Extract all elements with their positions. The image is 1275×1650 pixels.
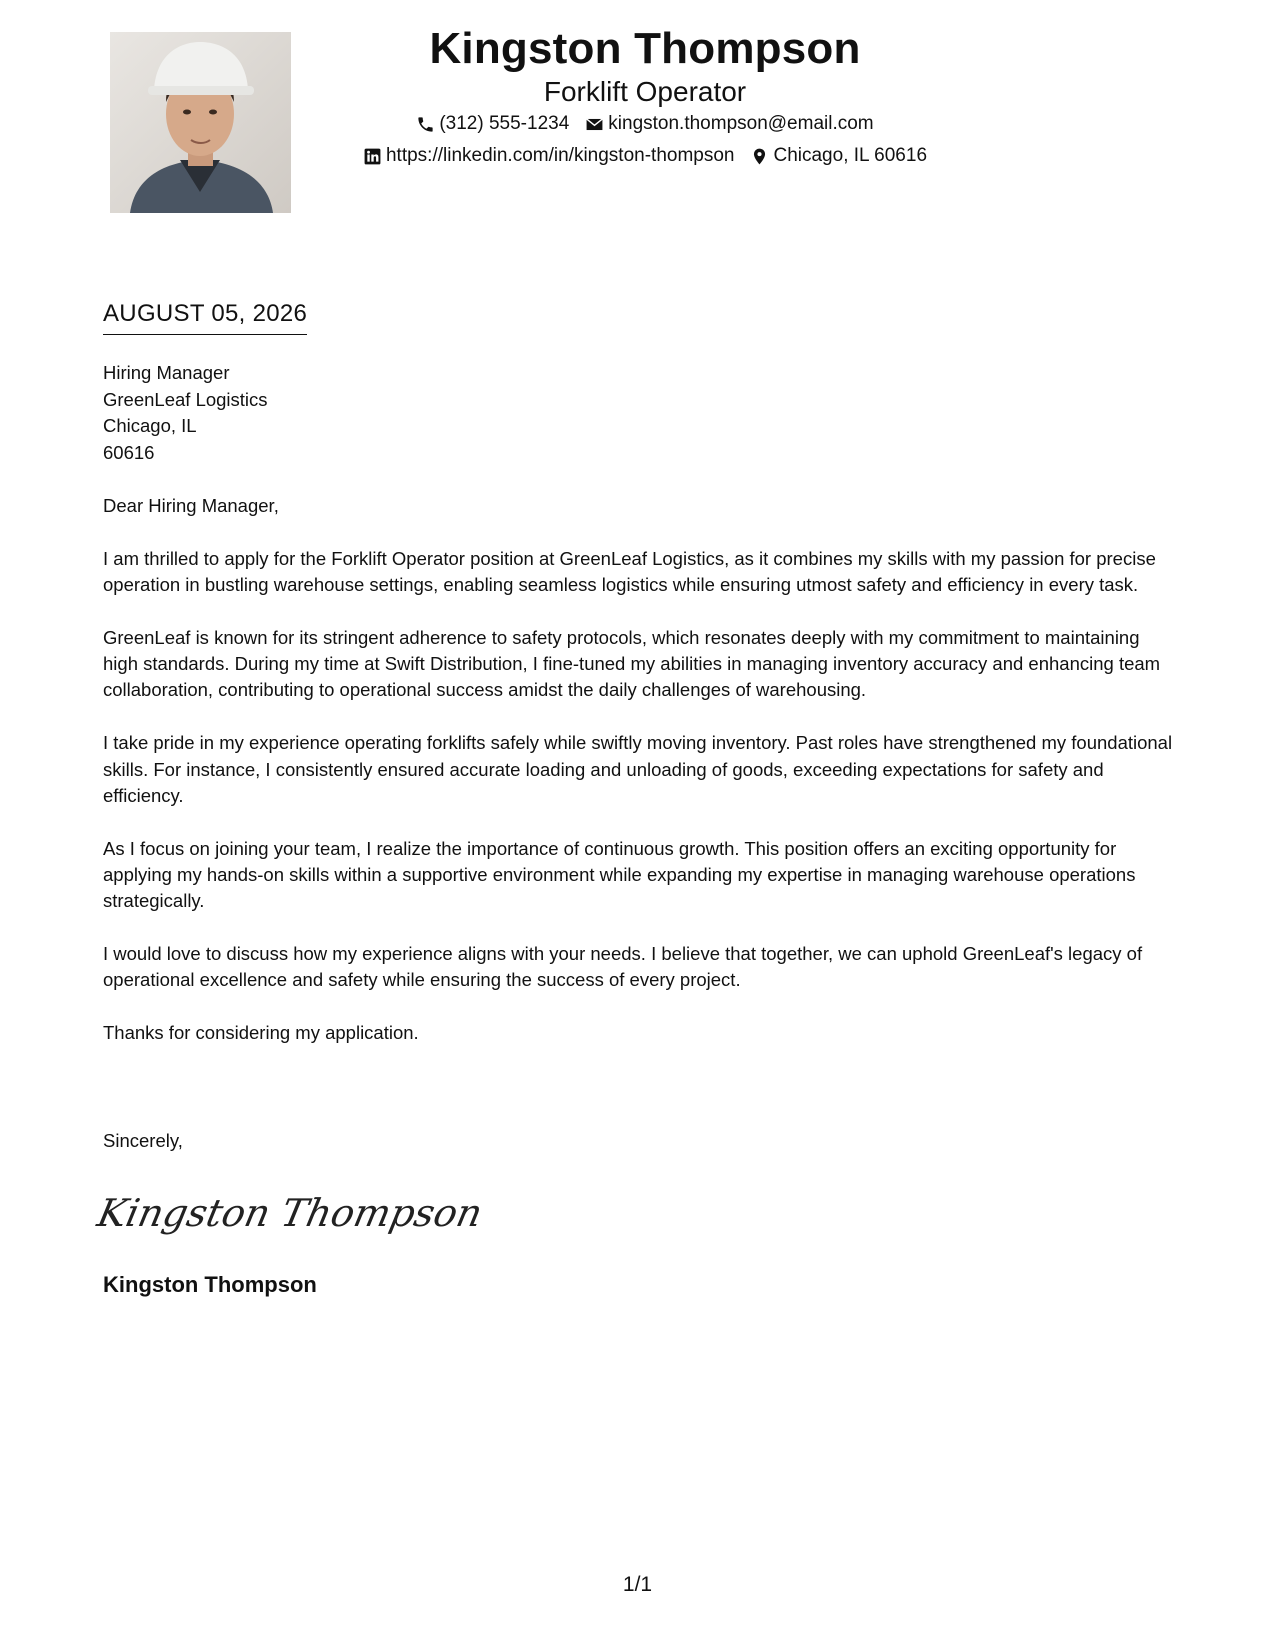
signature-text: Kingston Thompson: [93, 1191, 487, 1236]
email-contact[interactable]: [585, 108, 873, 140]
recipient-line: 60616: [103, 441, 155, 463]
applicant-title: Forklift Operator: [543, 76, 747, 107]
recipient-line: GreenLeaf Logistics: [103, 388, 268, 410]
page-number: 1/1: [622, 1573, 653, 1596]
contact-row-primary: [330, 108, 960, 140]
letter-body: [103, 493, 1178, 1073]
thanks-line: Thanks for considering my application.: [103, 1022, 419, 1044]
recipient-block: [103, 360, 268, 466]
body-paragraph: I would love to discuss how my experience aligns with your needs. I believe that together, we can uphold GreenLeaf's legacy of operational excellence and safety while ensuring the success of every project.: [103, 943, 1143, 991]
recipient-line: Hiring Manager: [103, 362, 230, 383]
map-pin-icon: [750, 147, 769, 166]
letter-date: AUGUST 05, 2026: [103, 300, 307, 335]
body-paragraph: As I focus on joining your team, I realize the importance of continuous growth. This position offers an exciting opportunity for applying my hands-on skills within a supportive environment while expanding my expertise in managing warehouse operations strategically.: [103, 837, 1136, 912]
linkedin-url[interactable]: https://linkedin.com/in/kingston-thompson: [385, 145, 735, 166]
signed-name: Kingston Thompson: [103, 1272, 317, 1297]
body-paragraph: I take pride in my experience operating forklifts safely while swiftly moving inventory. Past roles have strengthened my foundational skills. For instance, I consistently ensured accurate loading and unloading of goods, exceeding expectations for safety and efficiency.: [103, 732, 1173, 806]
phone-icon: [416, 115, 435, 134]
body-paragraph: I am thrilled to apply for the Forklift Operator position at GreenLeaf Logistics, as it combines my skills with my passion for precise operation in bustling warehouse settings, enabling seamless logistics while ensuring utmost safety and efficiency in every task.: [103, 547, 1156, 596]
phone-contact: [416, 108, 569, 140]
contact-row-secondary: [330, 140, 960, 172]
signature-image: [93, 1182, 487, 1242]
envelope-icon: [585, 115, 604, 134]
linkedin-contact[interactable]: [363, 140, 735, 172]
applicant-name: Kingston Thompson: [429, 24, 861, 73]
location-text: Chicago, IL 60616: [773, 145, 928, 166]
phone-number: (312) 555-1234: [439, 113, 570, 134]
signature-script: [93, 1182, 487, 1242]
profile-photo-image: [110, 32, 291, 213]
profile-photo: [110, 32, 291, 213]
body-paragraph: GreenLeaf is known for its stringent adherence to safety protocols, which resonates deeply with my commitment to maintaining high standards. During my time at Swift Distribution, I fine-tuned my abilities in managing inventory accuracy and enhancing team collaboration, contributing to operational success amidst the daily challenges of warehousing.: [103, 626, 1161, 701]
linkedin-icon: [363, 147, 382, 166]
salutation: Dear Hiring Manager,: [103, 495, 279, 516]
closing-line: Sincerely,: [103, 1130, 183, 1151]
recipient-line: Chicago, IL: [103, 415, 197, 436]
email-address[interactable]: kingston.thompson@email.com: [608, 113, 874, 134]
letter-header: [330, 20, 960, 172]
location-contact: [750, 140, 927, 172]
